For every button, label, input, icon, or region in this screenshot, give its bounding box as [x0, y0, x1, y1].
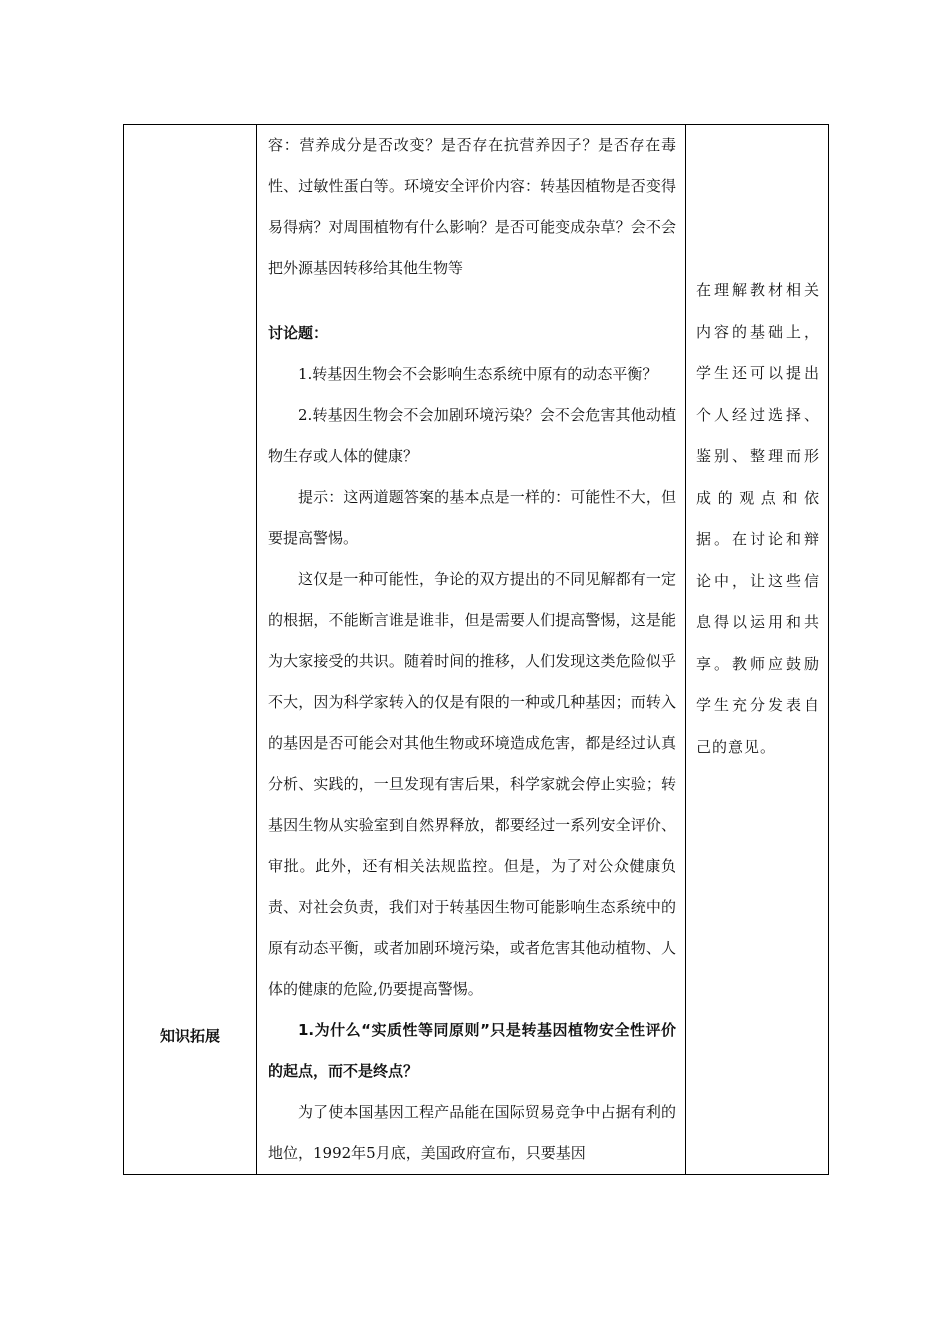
question-3-answer: 为了使本国基因工程产品能在国际贸易竞争中占据有利的地位，1992年5月底，美国政府宣布，只要基因 — [268, 1103, 676, 1162]
main-content-cell — [257, 125, 686, 1175]
section-label-cell — [124, 125, 257, 1175]
continued-paragraph: 容：营养成分是否改变？是否存在抗营养因子？是否存在毒性、过敏性蛋白等。环境安全评价内容：转基因植物是否变得易得病？对周围植物有什么影响？是否可能变成杂草？会不会把外源基因转移给其他生物等 — [268, 136, 676, 277]
content-table — [123, 124, 829, 1175]
teaching-note-cell — [686, 125, 829, 1175]
discussion-question-1: 1.转基因生物会不会影响生态系统中原有的动态平衡？ — [298, 365, 658, 383]
answer-paragraph: 这仅是一种可能性，争论的双方提出的不同见解都有一定的根据，不能断言谁是谁非，但是需要人们提高警惕，这是能为大家接受的共识。随着时间的推移，人们发现这类危险似乎不大，因为科学家转入的仅是有限的一种或几种基因；而转入的基因是否可能会对其他生物或环境造成危害，都是经过认真分析、实践的，一旦发现有害后果，科学家就会停止实验；转基因生物从实验室到自然界释放，都要经过一系列安全评价、审批。此外，还有相关法规监控。但是，为了对公众健康负责、对社会负责，我们对于转基因生物可能影响生态系统中的原有动态平衡，或者加剧环境污染，或者危害其他动植物、人体的健康的危险,仍要提高警惕。 — [268, 570, 676, 998]
section-label: 知识拓展 — [159, 1027, 220, 1045]
table-row — [124, 125, 829, 1175]
question-3-heading: 1.为什么“实质性等同原则”只是转基因植物安全性评价的起点，而不是终点？ — [268, 1021, 676, 1080]
hint-paragraph: 提示：这两道题答案的基本点是一样的：可能性不大，但要提高警惕。 — [268, 488, 676, 547]
discussion-heading: 讨论题： — [268, 324, 329, 342]
discussion-question-2: 2.转基因生物会不会加剧环境污染？会不会危害其他动植物生存或人体的健康？ — [268, 406, 676, 465]
teaching-note: 在理解教材相关内容的基础上，学生还可以提出个人经过选择、鉴别、整理而形成的观点和依据。在讨论和辩论中，让这些信息得以运用和共享。教师应鼓励学生充分发表自己的意见。 — [696, 281, 820, 756]
